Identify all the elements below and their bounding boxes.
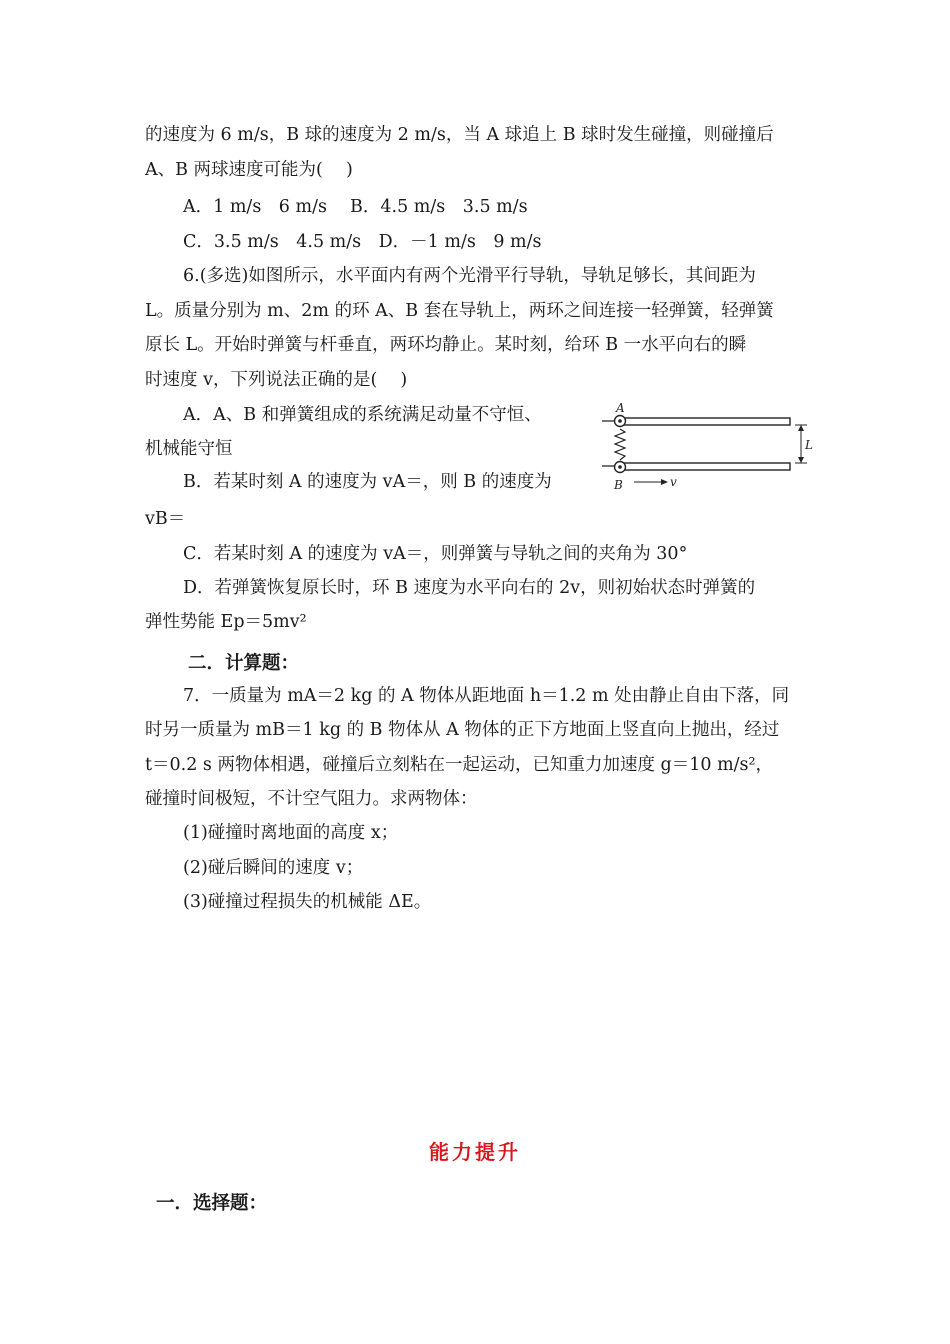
section-heading-calc: 二．计算题：	[188, 653, 300, 674]
sub-question-2: (2)碰后瞬间的速度 v；	[183, 858, 364, 878]
label-a: A	[616, 402, 625, 415]
option-line-ab: A．1 m/s 6 m/s B．4.5 m/s 3.5 m/s	[183, 197, 528, 217]
section-heading-choice: 一．选择题：	[156, 1193, 268, 1214]
label-b: B	[614, 478, 623, 492]
question-7-line-1: 7．一质量为 mA＝2 kg 的 A 物体从距地面 h＝1.2 m 处由静止自由下落，同	[183, 686, 790, 706]
sub-question-1: (1)碰撞时离地面的高度 x；	[183, 823, 399, 843]
question-6-line-1: 6.(多选)如图所示，水平面内有两个光滑平行导轨，导轨足够长，其间距为	[183, 266, 756, 286]
option-b-line-2: vB＝	[145, 509, 186, 529]
option-line-cd: C．3.5 m/s 4.5 m/s D．－1 m/s 9 m/s	[183, 232, 542, 252]
sub-question-3: (3)碰撞过程损失的机械能 ΔE。	[183, 892, 432, 912]
question-7-line-4: 碰撞时间极短，不计空气阻力。求两物体：	[145, 789, 478, 809]
question-6-line-2: L。质量分别为 m、2m 的环 A、B 套在导轨上，两环之间连接一轻弹簧，轻弹簧	[145, 301, 774, 321]
label-l: L	[805, 438, 813, 452]
text-line-2: A、B 两球速度可能为( )	[145, 160, 353, 180]
spring	[615, 429, 625, 460]
question-7-line-2: 时另一质量为 mB＝1 kg 的 B 物体从 A 物体的正下方地面上竖直向上抛出，经过	[145, 720, 780, 740]
rail-spring-diagram	[598, 402, 820, 494]
option-c-line: C．若某时刻 A 的速度为 vA＝，则弹簧与导轨之间的夹角为 30°	[183, 544, 688, 564]
option-d-line-1: D．若弹簧恢复原长时，环 B 速度为水平向右的 2v，则初始状态时弹簧的	[183, 578, 756, 598]
question-6-line-4: 时速度 v，下列说法正确的是( )	[145, 370, 408, 390]
option-d-line-2: 弹性势能 Ep＝5mv²	[145, 612, 307, 632]
option-a-line-1: A．A、B 和弹簧组成的系统满足动量不守恒、	[183, 405, 542, 425]
question-6-line-3: 原长 L。开始时弹簧与杆垂直，两环均静止。某时刻，给环 B 一水平向右的瞬	[145, 335, 747, 355]
label-v: v	[670, 475, 677, 489]
ability-heading: 能力提升	[429, 1140, 521, 1164]
lower-rail	[620, 463, 790, 470]
question-7-line-3: t＝0.2 s 两物体相遇，碰撞后立刻粘在一起运动，已知重力加速度 g＝10 m/s²，	[145, 755, 774, 775]
option-a-line-2: 机械能守恒	[145, 439, 233, 459]
text-line-1: 的速度为 6 m/s，B 球的速度为 2 m/s，当 A 球追上 B 球时发生碰撞，则碰撞后	[145, 125, 774, 145]
upper-rail	[620, 418, 790, 425]
option-b-line-1: B．若某时刻 A 的速度为 vA＝，则 B 的速度为	[183, 472, 552, 492]
